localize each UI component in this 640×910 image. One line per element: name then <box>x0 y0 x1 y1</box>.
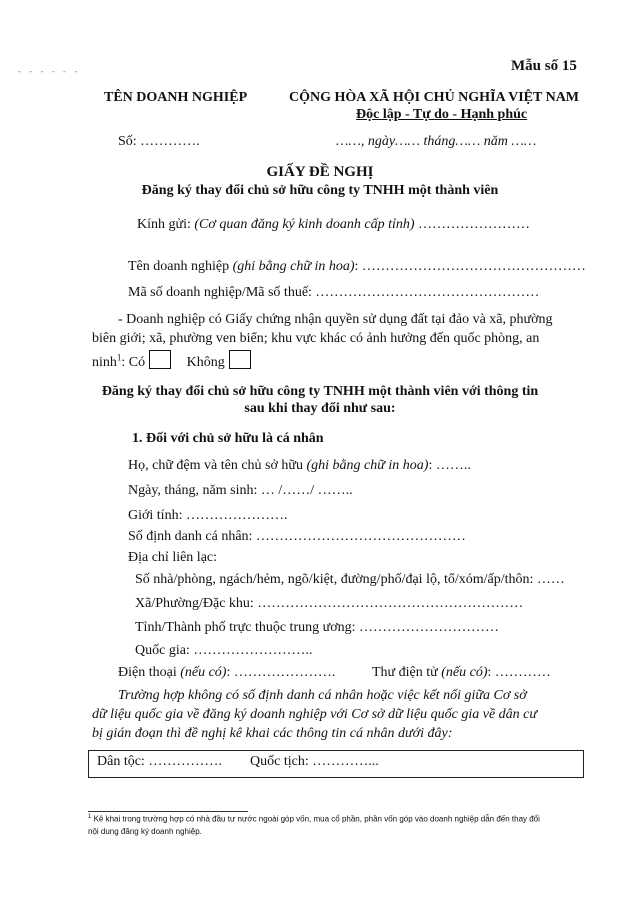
land-certificate-line-2: biên giới; xã, phường ven biển; khu vực khác có ảnh hưởng đến quốc phòng, an <box>92 331 540 346</box>
email-dots: : ………… <box>487 665 551 680</box>
tax-code-line: Mã số doanh nghiệp/Mã số thuế: ………………………………………… <box>128 285 540 300</box>
note-line-3: bị gián đoạn thì đề nghị kê khai các thông tin cá nhân dưới đây: <box>92 726 453 741</box>
ward-line: Xã/Phường/Đặc khu: ………………………………………………… <box>135 596 524 611</box>
security-label: ninh <box>92 355 117 370</box>
country-name: CỘNG HÒA XÃ HỘI CHỦ NGHĨA VIỆT NAM <box>289 90 580 105</box>
document-number: Số: …………. <box>118 134 200 149</box>
house-number-line: Số nhà/phòng, ngách/hẻm, ngõ/kiệt, đường/phố/đại lộ, tổ/xóm/ấp/thôn: …… <box>135 572 565 587</box>
form-number: Mẫu số 15 <box>511 58 577 74</box>
province-line: Tỉnh/Thành phố trực thuộc trung ương: ………………………… <box>135 620 499 635</box>
enterprise-name: TÊN DOANH NGHIỆP <box>104 90 248 105</box>
footnote-ref: 1 <box>116 352 122 363</box>
yes-checkbox[interactable] <box>149 350 171 369</box>
recipient-value: (Cơ quan đăng ký kinh doanh cấp tỉnh) <box>194 217 415 232</box>
note-line-2: dữ liệu quốc gia về đăng ký doanh nghiệp với Cơ sở dữ liệu quốc gia về dân cư <box>92 707 538 722</box>
company-name-line <box>128 259 586 275</box>
scan-artifact: - - - - - - <box>18 66 81 76</box>
document-title: GIẤY ĐỀ NGHỊ <box>266 164 374 180</box>
footnote-text-1: Kê khai trong trường hợp có nhà đầu tư nước ngoài góp vốn, mua cổ phần, phần vốn góp vào doanh nghiệp dẫn đến thay đổi <box>91 814 540 824</box>
footnote-separator <box>88 811 248 812</box>
section-heading-line-1: Đăng ký thay đổi chủ sở hữu công ty TNHH một thành viên với thông tin <box>101 384 539 399</box>
email-line <box>372 665 551 681</box>
owner-fullname-hint: (ghi bằng chữ in hoa) <box>306 458 429 473</box>
nationality-field: Quốc tịch: …………... <box>250 754 379 769</box>
footnote-mark: 1 <box>88 814 92 820</box>
phone-label: Điện thoại <box>118 665 181 680</box>
owner-fullname-line <box>128 458 471 474</box>
phone-dots: : …………………. <box>226 665 336 680</box>
recipient-line <box>137 217 530 233</box>
land-certificate-line-1: - Doanh nghiệp có Giấy chứng nhận quyền sử dụng đất tại đảo và xã, phường <box>118 312 553 327</box>
email-label: Thư điện tử <box>372 665 442 680</box>
contact-address-label: Địa chỉ liên lạc: <box>128 550 218 565</box>
company-name-label: Tên doanh nghiệp <box>128 259 233 274</box>
country-line: Quốc gia: …………………….. <box>135 643 313 658</box>
personal-id-line: Số định danh cá nhân: ……………………………………… <box>128 529 466 544</box>
section-heading-line-2: sau khi thay đổi như sau: <box>244 401 396 416</box>
ethnicity-field: Dân tộc: ……………. <box>97 754 222 769</box>
document-subtitle: Đăng ký thay đổi chủ sở hữu công ty TNHH một thành viên <box>141 183 499 198</box>
note-line-1: Trường hợp không có số định danh cá nhân hoặc việc kết nối giữa Cơ sở <box>118 688 527 703</box>
email-hint: (nếu có) <box>441 665 488 680</box>
footnote-line-1 <box>88 814 540 824</box>
land-certificate-line-3 <box>92 350 257 371</box>
motto: Độc lập - Tự do - Hạnh phúc <box>356 107 528 122</box>
company-name-dots: : ………………………………………… <box>354 259 586 274</box>
recipient-label: Kính gửi: <box>137 217 195 232</box>
phone-hint: (nếu có) <box>180 665 227 680</box>
date-line: ……, ngày…… tháng…… năm …… <box>336 134 537 149</box>
no-label: Không <box>186 355 225 370</box>
footnote-line-2: nội dung đăng ký doanh nghiệp. <box>88 827 202 836</box>
yes-label: : Có <box>121 355 146 370</box>
individual-heading: 1. Đối với chủ sở hữu là cá nhân <box>132 431 324 446</box>
no-checkbox[interactable] <box>229 350 251 369</box>
owner-fullname-label: Họ, chữ đệm và tên chủ sở hữu <box>128 458 307 473</box>
date-of-birth-line: Ngày, tháng, năm sinh: … /……/ …….. <box>128 483 353 498</box>
recipient-dots: …………………… <box>414 217 531 232</box>
owner-fullname-dots: : …….. <box>428 458 471 473</box>
company-name-hint: (ghi bằng chữ in hoa) <box>232 259 355 274</box>
phone-line <box>118 665 335 681</box>
gender-line: Giới tính: …………………. <box>128 508 288 523</box>
